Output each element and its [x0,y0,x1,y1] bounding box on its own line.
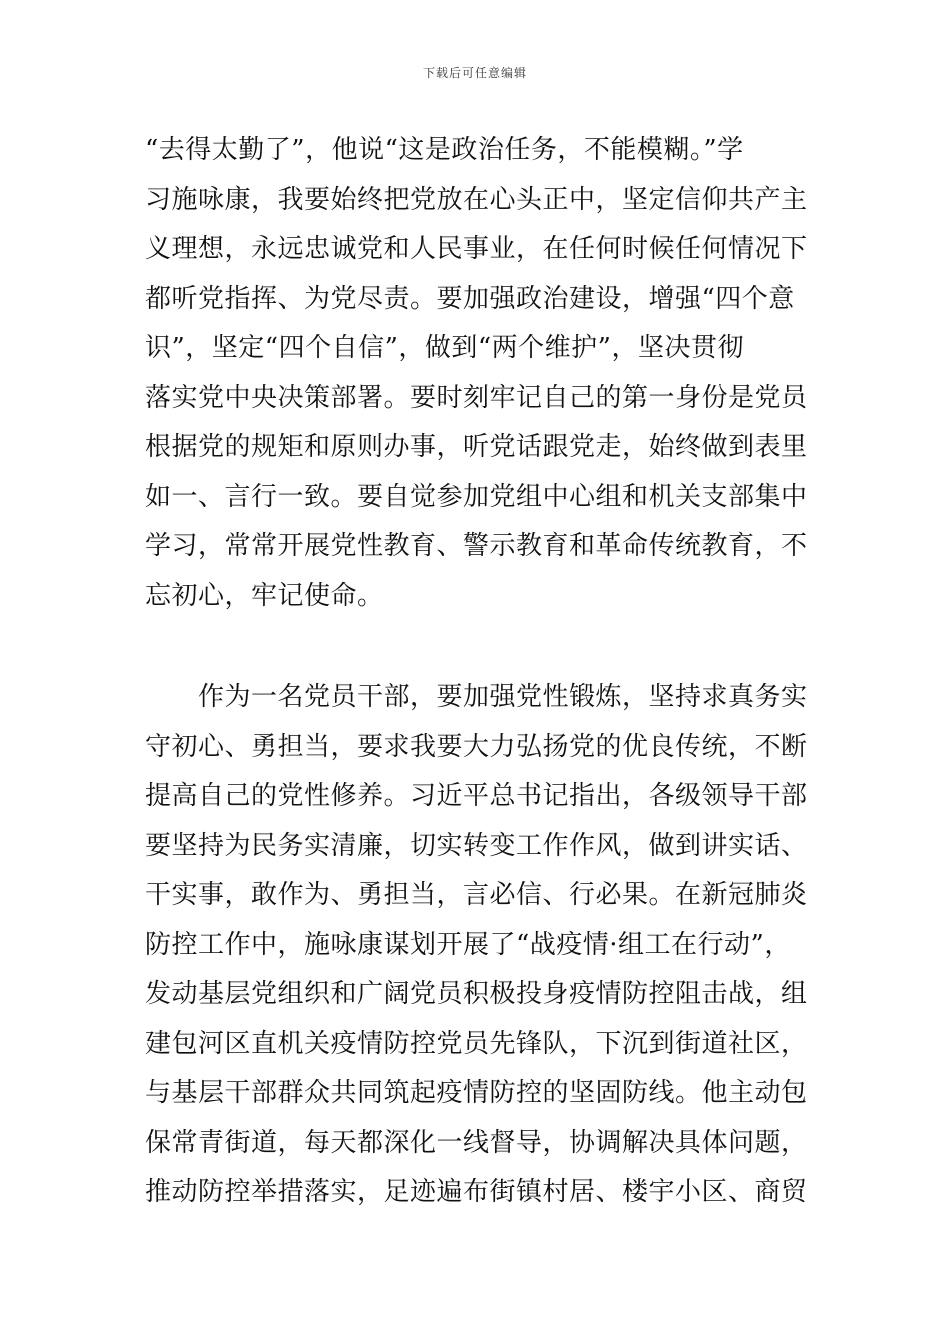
paragraph-line: 要坚持为民务实清廉，切实转变工作作风，做到讲实话、 [145,830,808,861]
paragraph-1 [145,126,808,621]
paragraph-line: 识”，坚定“四个自信”，做到“两个维护”，坚决贯彻 [145,333,744,363]
paragraph-line: 守初心、勇担当，要求我要大力弘扬党的优良传统，不断 [145,731,808,762]
paragraph-line: 忘初心，牢记使命。 [145,580,384,611]
paragraph-line: 保常青街道，每天都深化一线督导，协调解决具体问题， [145,1127,808,1158]
paragraph-line: 都听党指挥、为党尽责。要加强政治建设，增强“四个意 [145,283,795,314]
paragraph-line: 学习，常常开展党性教育、警示教育和革命传统教育，不 [145,531,808,561]
paragraph-line: 干实事，敢作为、勇担当，言必信、行必果。在新冠肺炎 [145,880,808,910]
paragraph-line: 与基层干部群众共同筑起疫情防控的坚固防线。他主动包 [145,1078,808,1108]
page-header-note: 下载后可任意编辑 [422,66,527,80]
paragraph-line: 落实党中央决策部署。要时刻牢记自己的第一身份是党员 [145,382,808,413]
paragraph-line: 推动防控举措落实，足迹遍布街镇村居、楼宇小区、商贸 [145,1177,808,1207]
paragraph-line: 发动基层党组织和广阔党员积极投身疫情防控阻击战，组 [145,979,808,1009]
paragraph-2 [145,673,808,1218]
paragraph-line: 如一、言行一致。要自觉参加党组中心组和机关支部集中 [145,481,808,512]
paragraph-line: 作为一名党员干部，要加强党性锻炼，坚持求真务实 [145,682,808,712]
paragraph-line: 防控工作中，施咏康谋划开展了“战疫情·组工在行动”， [145,929,791,960]
paragraph-line: “去得太勤了”，他说“这是政治任务，不能模糊。”学 [145,135,744,165]
paragraph-line: 义理想，永远忠诚党和人民事业，在任何时候任何情况下 [145,234,808,264]
paragraph-line: 习施咏康，我要始终把党放在心头正中，坚定信仰共产主 [145,184,808,215]
paragraph-line: 提高自己的党性修养。习近平总书记指出，各级领导干部 [145,781,808,811]
paragraph-line: 根据党的规矩和原则办事，听党话跟党走，始终做到表里 [145,432,808,462]
paragraph-line: 建包河区直机关疫情防控党员先锋队，下沉到街道社区， [145,1028,808,1059]
